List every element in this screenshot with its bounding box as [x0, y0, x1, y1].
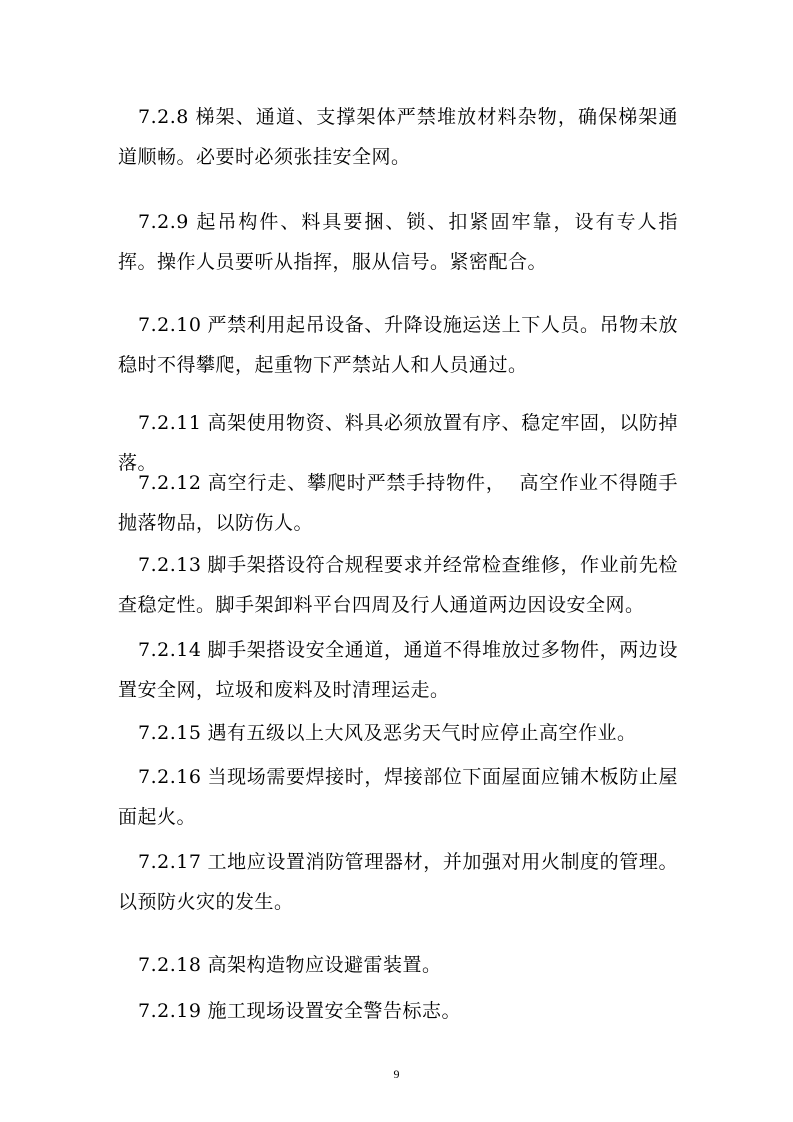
- paragraph-text: 脚手架搭设符合规程要求并经常检查维修，作业前先检查稳定性。脚手架卸料平台四周及行人通道两边因设安全网。: [118, 554, 678, 616]
- paragraph-7-2-17: [118, 842, 678, 922]
- paragraph-7-2-10: [118, 305, 678, 385]
- paragraph-number: 7.2.19: [138, 1000, 202, 1022]
- paragraph-text: 遇有五级以上大风及恶劣天气时应停止高空作业。: [207, 722, 637, 744]
- page-number: 9: [393, 1067, 400, 1081]
- paragraph-text: 梯架、通道、支撑架体严禁堆放材料杂物，确保梯架通道顺畅。必要时必须张挂安全网。: [118, 106, 678, 168]
- paragraph-7-2-12: [118, 463, 678, 543]
- paragraph-number: 7.2.10: [138, 314, 202, 336]
- paragraph-number: 7.2.14: [138, 639, 202, 661]
- paragraph-number: 7.2.9: [138, 211, 189, 233]
- paragraph-text: 起吊构件、料具要捆、锁、扣紧固牢靠，设有专人指挥。操作人员要听从指挥，服从信号。紧密配合。: [118, 211, 678, 273]
- paragraph-number: 7.2.17: [138, 851, 202, 873]
- paragraph-number: 7.2.8: [138, 106, 189, 128]
- paragraph-number: 7.2.18: [138, 954, 202, 976]
- paragraph-7-2-19: [118, 991, 678, 1031]
- paragraph-text: 当现场需要焊接时，焊接部位下面屋面应铺木板防止屋面起火。: [118, 766, 678, 828]
- paragraph-text: 高架构造物应设避雷装置。: [207, 954, 442, 976]
- paragraph-number: 7.2.13: [138, 554, 202, 576]
- paragraph-number: 7.2.15: [138, 722, 202, 744]
- paragraph-text: 脚手架搭设安全通道，通道不得堆放过多物件，两边设置安全网，垃圾和废料及时清理运走。: [118, 639, 678, 701]
- paragraph-text: 工地应设置消防管理器材，并加强对用火制度的管理。以预防火灾的发生。: [118, 851, 678, 913]
- paragraph-7-2-9: [118, 202, 678, 282]
- paragraph-7-2-13: [118, 545, 678, 625]
- paragraph-7-2-8: [118, 97, 678, 177]
- paragraph-7-2-15: [118, 713, 678, 753]
- paragraph-text: 施工现场设置安全警告标志。: [207, 1000, 461, 1022]
- paragraph-7-2-14: [118, 630, 678, 710]
- paragraph-7-2-18: [118, 945, 678, 985]
- paragraph-number: 7.2.11: [138, 412, 202, 434]
- paragraph-text: 高空行走、攀爬时严禁手持物件， 高空作业不得随手抛落物品，以防伤人。: [118, 472, 678, 534]
- paragraph-number: 7.2.12: [138, 472, 202, 494]
- paragraph-number: 7.2.16: [138, 766, 202, 788]
- paragraph-text: 高架使用物资、料具必须放置有序、稳定牢固，以防掉落。: [118, 412, 678, 474]
- paragraph-7-2-16: [118, 757, 678, 837]
- paragraph-text: 严禁利用起吊设备、升降设施运送上下人员。吊物未放稳时不得攀爬，起重物下严禁站人和人员通过。: [118, 314, 678, 376]
